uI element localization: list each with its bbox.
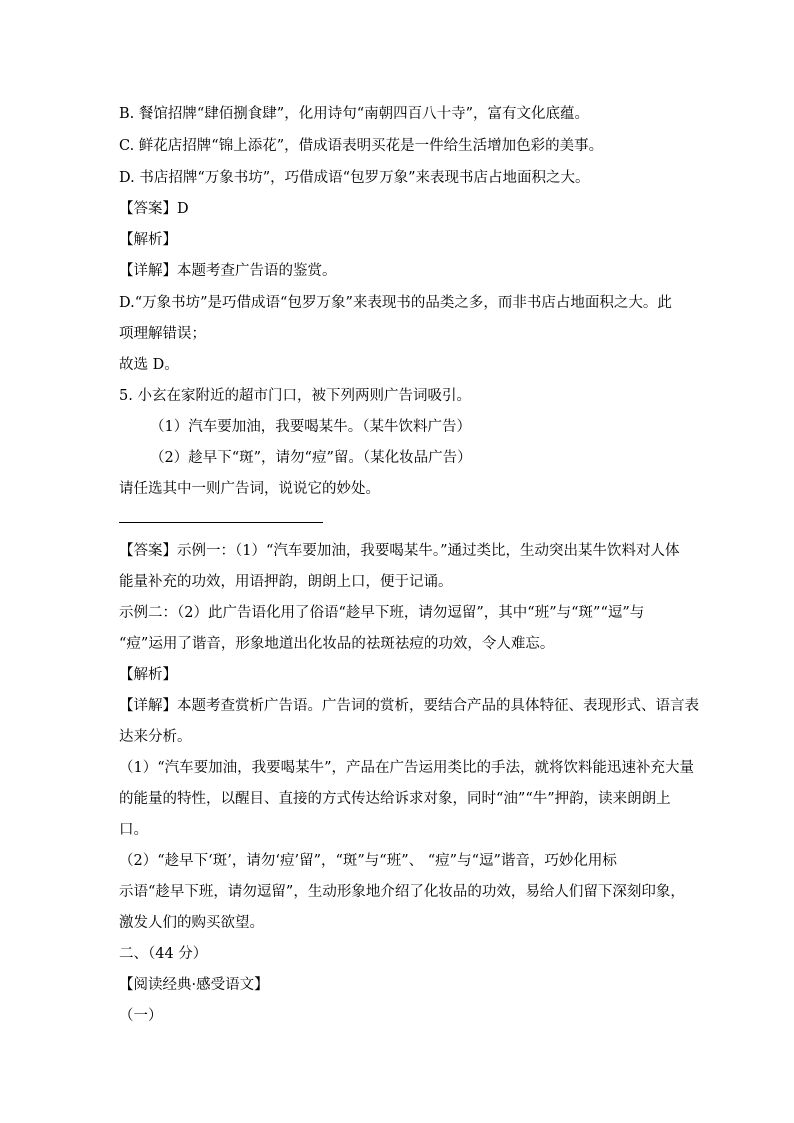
explanation-text: D.“万象书坊”是巧借成语“包罗万象”来表现书的品类之多，而非书店占地面积之大。此 — [119, 295, 672, 311]
reading-section-title: 【阅读经典·感受语文】 — [119, 977, 269, 993]
analysis-point-1: 的能量的特性，以醒目、直接的方式传达给诉求对象，同时“油”“牛”押韵，读来朗朗上 — [119, 791, 671, 807]
detail-text: 【详解】本题考查广告语的鉴赏。 — [119, 263, 337, 279]
ad-slogan-2: （2）趁早下“斑”，请勿“痘”留。（某化妆品广告） — [150, 450, 472, 466]
answer-example-1: 能量补充的功效，用语押韵，朗朗上口，便于记诵。 — [119, 574, 453, 590]
answer-example-1: 【答案】示例一：（1）“汽车要加油，我要喝某牛。”通过类比，生动突出某牛饮料对人体 — [119, 543, 680, 559]
analysis-point-2: （2）“趁早下‘斑’，请勿‘痘’留”，“斑”与“班”、 “痘”与“逗”谐音，巧妙化用标 — [119, 853, 617, 869]
ad-slogan-1: （1）汽车要加油，我要喝某牛。（某牛饮料广告） — [150, 419, 471, 435]
analysis-point-2: 示语“趁早下班，请勿逗留”，生动形象地介绍了化妆品的功效，易给人们留下深刻印象， — [119, 884, 685, 900]
option-d: D. 书店招牌“万象书坊”，巧借成语“包罗万象”来表现书店占地面积之大。 — [119, 170, 590, 186]
option-c: C. 鲜花店招牌“锦上添花”，借成语表明买花是一件给生活增加色彩的美事。 — [119, 138, 604, 154]
analysis-heading: 【解析】 — [119, 667, 177, 683]
answer-blank-line — [119, 522, 323, 523]
detail-text: 达来分析。 — [119, 729, 192, 745]
subsection-one: （一） — [119, 1008, 163, 1024]
analysis-point-2: 激发人们的购买欲望。 — [119, 915, 264, 931]
section-2-heading: 二、（44 分） — [119, 946, 208, 962]
answer-example-2: “痘”运用了谐音，形象地道出化妆品的祛斑祛痘的功效，令人难忘。 — [119, 636, 555, 652]
answer-example-2: 示例二：（2）此广告语化用了俗语“趁早下班，请勿逗留”，其中“班”与“斑”“逗”与 — [119, 605, 645, 621]
analysis-heading: 【解析】 — [119, 232, 177, 248]
analysis-point-1: （1）“汽车要加油，我要喝某牛”，产品在广告运用类比的手法，就将饮料能迅速补充大量 — [119, 760, 695, 776]
analysis-point-1: 口。 — [119, 822, 148, 838]
question-5: 5. 小玄在家附近的超市门口，被下列两则广告词吸引。 — [119, 388, 471, 404]
explanation-text: 项理解错误； — [119, 326, 206, 342]
answer-heading: 【答案】D — [119, 201, 189, 217]
detail-text: 【详解】本题考查赏析广告语。广告词的赏析，要结合产品的具体特征、表现形式、语言表 — [119, 698, 699, 714]
question-prompt: 请任选其中一则广告词，说说它的妙处。 — [119, 481, 380, 497]
option-b: B. 餐馆招牌“肆佰捌食肆”，化用诗句“南朝四百八十寺”，富有文化底蕴。 — [119, 106, 590, 122]
choice-conclusion: 故选 D。 — [119, 357, 179, 373]
